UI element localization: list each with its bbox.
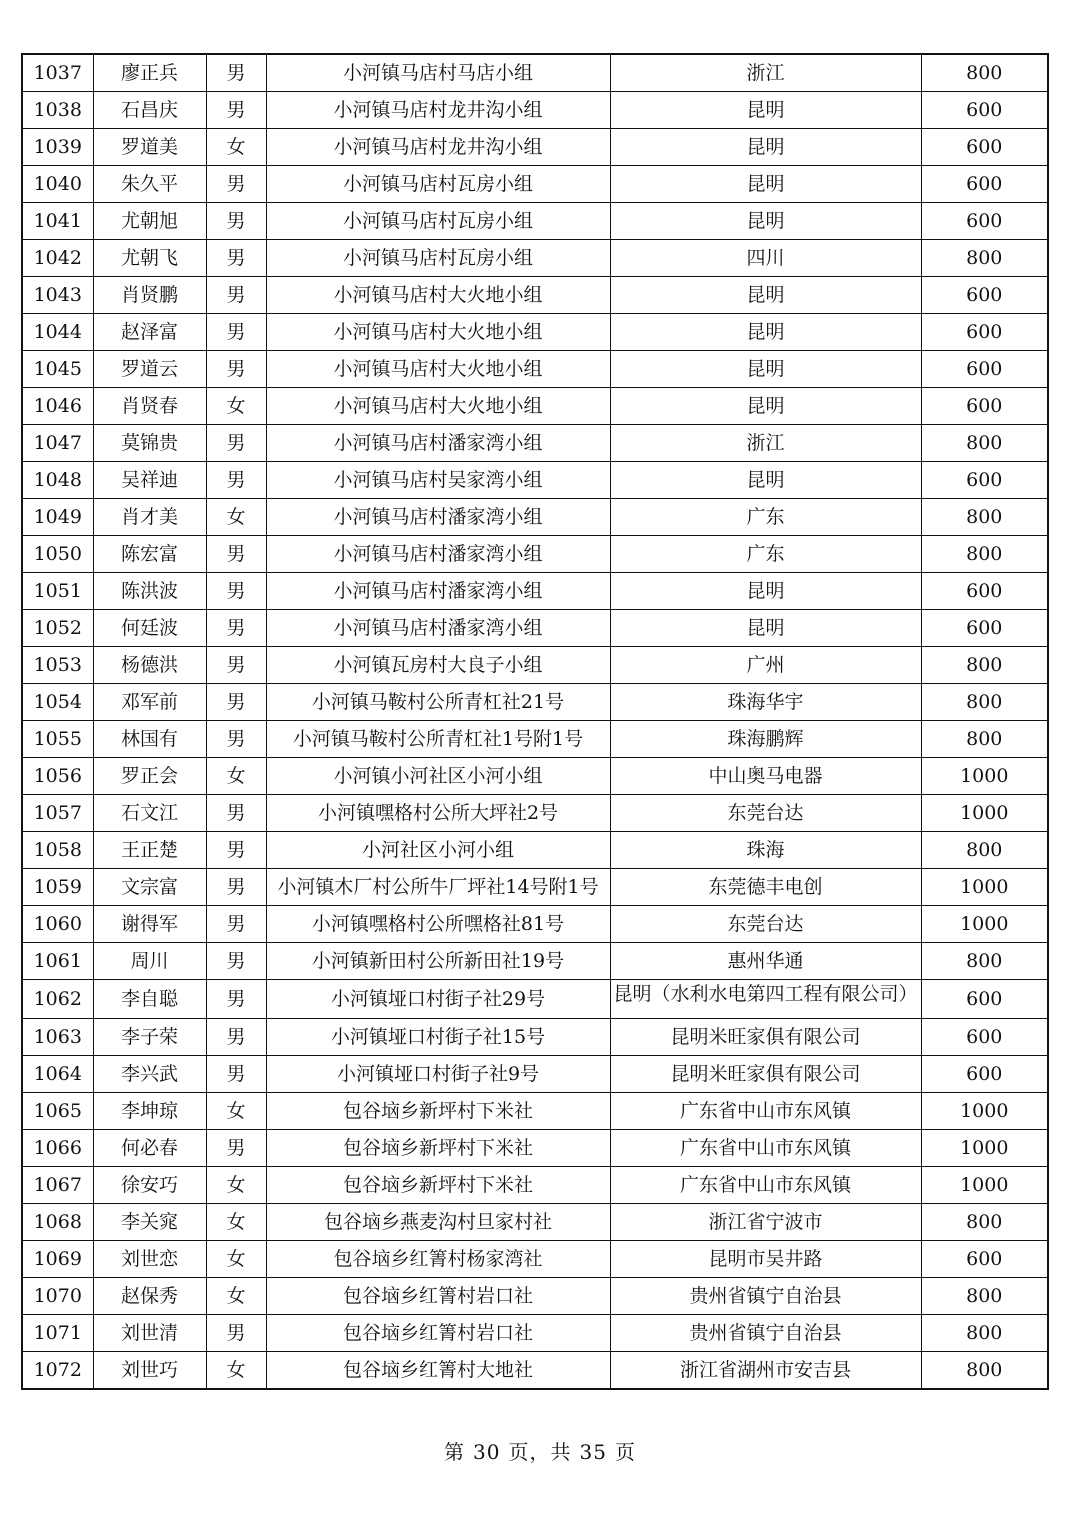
address-cell: 小河镇马店村瓦房小组 <box>266 240 610 277</box>
gender-cell: 男 <box>206 721 266 758</box>
name-cell: 尤朝飞 <box>93 240 206 277</box>
workplace-cell: 昆明 <box>610 351 921 388</box>
address-cell: 小河镇木厂村公所牛厂坪社14号附1号 <box>266 869 610 906</box>
table-row <box>22 166 1048 203</box>
gender-cell: 男 <box>206 869 266 906</box>
serial-number-cell: 1062 <box>22 980 93 1019</box>
amount-cell: 600 <box>921 314 1048 351</box>
address-cell: 包谷垴乡新坪村下米社 <box>266 1167 610 1204</box>
serial-number-cell: 1067 <box>22 1167 93 1204</box>
table-row <box>22 869 1048 906</box>
serial-number-cell: 1064 <box>22 1056 93 1093</box>
gender-cell: 女 <box>206 1241 266 1278</box>
address-cell: 小河镇垭口村街子社29号 <box>266 980 610 1019</box>
name-cell: 尤朝旭 <box>93 203 206 240</box>
serial-number-cell: 1057 <box>22 795 93 832</box>
workplace-cell: 四川 <box>610 240 921 277</box>
gender-cell: 男 <box>206 203 266 240</box>
address-cell: 包谷垴乡新坪村下米社 <box>266 1093 610 1130</box>
gender-cell: 男 <box>206 573 266 610</box>
table-row <box>22 943 1048 980</box>
address-cell: 小河镇马店村大火地小组 <box>266 351 610 388</box>
amount-cell: 800 <box>921 721 1048 758</box>
name-cell: 邓军前 <box>93 684 206 721</box>
gender-cell: 男 <box>206 92 266 129</box>
serial-number-cell: 1049 <box>22 499 93 536</box>
address-cell: 小河镇嘿格村公所大坪社2号 <box>266 795 610 832</box>
table-row <box>22 721 1048 758</box>
table-row <box>22 1167 1048 1204</box>
workplace-cell: 昆明 <box>610 166 921 203</box>
gender-cell: 男 <box>206 54 266 92</box>
workplace-cell: 贵州省镇宁自治县 <box>610 1315 921 1352</box>
workplace-cell: 广东省中山市东风镇 <box>610 1093 921 1130</box>
workplace-cell: 珠海 <box>610 832 921 869</box>
amount-cell: 1000 <box>921 906 1048 943</box>
workplace-cell: 昆明 <box>610 573 921 610</box>
table-row <box>22 647 1048 684</box>
gender-cell: 男 <box>206 240 266 277</box>
amount-cell: 800 <box>921 647 1048 684</box>
gender-cell: 男 <box>206 832 266 869</box>
serial-number-cell: 1056 <box>22 758 93 795</box>
roster-table <box>21 53 1049 1390</box>
name-cell: 刘世巧 <box>93 1352 206 1390</box>
address-cell: 小河镇嘿格村公所嘿格社81号 <box>266 906 610 943</box>
table-row <box>22 906 1048 943</box>
workplace-cell: 东莞台达 <box>610 906 921 943</box>
name-cell: 赵保秀 <box>93 1278 206 1315</box>
gender-cell: 男 <box>206 1056 266 1093</box>
gender-cell: 男 <box>206 462 266 499</box>
name-cell: 罗道云 <box>93 351 206 388</box>
address-cell: 小河镇马店村大火地小组 <box>266 314 610 351</box>
workplace-cell: 昆明米旺家俱有限公司 <box>610 1019 921 1056</box>
gender-cell: 男 <box>206 1130 266 1167</box>
amount-cell: 800 <box>921 499 1048 536</box>
table-row <box>22 54 1048 92</box>
serial-number-cell: 1055 <box>22 721 93 758</box>
address-cell: 包谷垴乡燕麦沟村旦家村社 <box>266 1204 610 1241</box>
table-row <box>22 1130 1048 1167</box>
amount-cell: 600 <box>921 388 1048 425</box>
gender-cell: 女 <box>206 1093 266 1130</box>
page-footer <box>0 1436 1080 1465</box>
table-row <box>22 203 1048 240</box>
gender-cell: 女 <box>206 1167 266 1204</box>
table-row <box>22 832 1048 869</box>
workplace-cell: 珠海华宇 <box>610 684 921 721</box>
serial-number-cell: 1037 <box>22 54 93 92</box>
workplace-cell: 惠州华通 <box>610 943 921 980</box>
address-cell: 小河镇垭口村街子社15号 <box>266 1019 610 1056</box>
serial-number-cell: 1061 <box>22 943 93 980</box>
serial-number-cell: 1052 <box>22 610 93 647</box>
gender-cell: 女 <box>206 499 266 536</box>
amount-cell: 800 <box>921 1278 1048 1315</box>
table-row <box>22 1278 1048 1315</box>
amount-cell: 600 <box>921 980 1048 1019</box>
name-cell: 罗道美 <box>93 129 206 166</box>
address-cell: 小河镇马鞍村公所青杠社1号附1号 <box>266 721 610 758</box>
address-cell: 小河镇马店村潘家湾小组 <box>266 499 610 536</box>
name-cell: 李坤琼 <box>93 1093 206 1130</box>
workplace-cell: 广东省中山市东风镇 <box>610 1167 921 1204</box>
address-cell: 小河镇小河社区小河小组 <box>266 758 610 795</box>
amount-cell: 1000 <box>921 869 1048 906</box>
name-cell: 肖才美 <box>93 499 206 536</box>
amount-cell: 800 <box>921 1352 1048 1390</box>
name-cell: 王正楚 <box>93 832 206 869</box>
workplace-cell: 昆明 <box>610 277 921 314</box>
gender-cell: 男 <box>206 980 266 1019</box>
address-cell: 小河镇马店村瓦房小组 <box>266 203 610 240</box>
serial-number-cell: 1063 <box>22 1019 93 1056</box>
address-cell: 包谷垴乡红箐村岩口社 <box>266 1315 610 1352</box>
gender-cell: 男 <box>206 610 266 647</box>
serial-number-cell: 1059 <box>22 869 93 906</box>
gender-cell: 男 <box>206 536 266 573</box>
table-row <box>22 499 1048 536</box>
workplace-cell: 广州 <box>610 647 921 684</box>
name-cell: 李兴武 <box>93 1056 206 1093</box>
table-row <box>22 425 1048 462</box>
address-cell: 小河镇马店村潘家湾小组 <box>266 610 610 647</box>
amount-cell: 1000 <box>921 1093 1048 1130</box>
address-cell: 小河镇马店村瓦房小组 <box>266 166 610 203</box>
amount-cell: 1000 <box>921 1167 1048 1204</box>
footer-middle: 页，共 <box>508 1440 572 1464</box>
table-row <box>22 1056 1048 1093</box>
amount-cell: 800 <box>921 240 1048 277</box>
footer-prefix: 第 <box>444 1440 466 1464</box>
name-cell: 刘世清 <box>93 1315 206 1352</box>
address-cell: 小河社区小河小组 <box>266 832 610 869</box>
gender-cell: 男 <box>206 1315 266 1352</box>
address-cell: 小河镇新田村公所新田社19号 <box>266 943 610 980</box>
serial-number-cell: 1045 <box>22 351 93 388</box>
serial-number-cell: 1038 <box>22 92 93 129</box>
amount-cell: 600 <box>921 351 1048 388</box>
address-cell: 小河镇垭口村街子社9号 <box>266 1056 610 1093</box>
roster-table-body <box>22 54 1048 1389</box>
serial-number-cell: 1046 <box>22 388 93 425</box>
table-row <box>22 1352 1048 1390</box>
amount-cell: 600 <box>921 1056 1048 1093</box>
serial-number-cell: 1039 <box>22 129 93 166</box>
serial-number-cell: 1065 <box>22 1093 93 1130</box>
name-cell: 肖贤春 <box>93 388 206 425</box>
name-cell: 徐安巧 <box>93 1167 206 1204</box>
table-row <box>22 388 1048 425</box>
workplace-cell: 昆明 <box>610 129 921 166</box>
serial-number-cell: 1058 <box>22 832 93 869</box>
gender-cell: 男 <box>206 425 266 462</box>
serial-number-cell: 1069 <box>22 1241 93 1278</box>
table-row <box>22 314 1048 351</box>
serial-number-cell: 1068 <box>22 1204 93 1241</box>
amount-cell: 800 <box>921 1204 1048 1241</box>
serial-number-cell: 1047 <box>22 425 93 462</box>
name-cell: 肖贤鹏 <box>93 277 206 314</box>
gender-cell: 男 <box>206 943 266 980</box>
address-cell: 小河镇马店村龙井沟小组 <box>266 129 610 166</box>
amount-cell: 800 <box>921 684 1048 721</box>
name-cell: 何必春 <box>93 1130 206 1167</box>
amount-cell: 1000 <box>921 795 1048 832</box>
workplace-cell: 昆明 <box>610 203 921 240</box>
name-cell: 廖正兵 <box>93 54 206 92</box>
roster-sheet <box>21 53 1047 1390</box>
amount-cell: 800 <box>921 943 1048 980</box>
serial-number-cell: 1043 <box>22 277 93 314</box>
amount-cell: 800 <box>921 536 1048 573</box>
amount-cell: 600 <box>921 203 1048 240</box>
amount-cell: 600 <box>921 573 1048 610</box>
address-cell: 小河镇马店村龙井沟小组 <box>266 92 610 129</box>
amount-cell: 1000 <box>921 758 1048 795</box>
workplace-cell: 昆明 <box>610 462 921 499</box>
table-row <box>22 92 1048 129</box>
gender-cell: 男 <box>206 314 266 351</box>
workplace-cell: 浙江省湖州市安吉县 <box>610 1352 921 1390</box>
amount-cell: 600 <box>921 1019 1048 1056</box>
name-cell: 朱久平 <box>93 166 206 203</box>
serial-number-cell: 1041 <box>22 203 93 240</box>
amount-cell: 600 <box>921 129 1048 166</box>
name-cell: 吴祥迪 <box>93 462 206 499</box>
amount-cell: 800 <box>921 54 1048 92</box>
workplace-cell: 昆明米旺家俱有限公司 <box>610 1056 921 1093</box>
gender-cell: 男 <box>206 277 266 314</box>
name-cell: 李关窕 <box>93 1204 206 1241</box>
table-row <box>22 351 1048 388</box>
table-row <box>22 1093 1048 1130</box>
address-cell: 包谷垴乡新坪村下米社 <box>266 1130 610 1167</box>
serial-number-cell: 1050 <box>22 536 93 573</box>
table-row <box>22 536 1048 573</box>
amount-cell: 800 <box>921 1315 1048 1352</box>
table-row <box>22 980 1048 1019</box>
gender-cell: 女 <box>206 129 266 166</box>
table-row <box>22 758 1048 795</box>
address-cell: 小河镇马店村吴家湾小组 <box>266 462 610 499</box>
table-row <box>22 610 1048 647</box>
serial-number-cell: 1051 <box>22 573 93 610</box>
amount-cell: 600 <box>921 610 1048 647</box>
workplace-cell: 广东 <box>610 536 921 573</box>
address-cell: 小河镇马店村潘家湾小组 <box>266 573 610 610</box>
gender-cell: 男 <box>206 795 266 832</box>
workplace-cell: 昆明（水利水电第四工程有限公司） <box>610 980 921 1019</box>
serial-number-cell: 1060 <box>22 906 93 943</box>
gender-cell: 男 <box>206 684 266 721</box>
amount-cell: 600 <box>921 462 1048 499</box>
table-row <box>22 795 1048 832</box>
name-cell: 林国有 <box>93 721 206 758</box>
serial-number-cell: 1040 <box>22 166 93 203</box>
workplace-cell: 昆明市吴井路 <box>610 1241 921 1278</box>
name-cell: 莫锦贵 <box>93 425 206 462</box>
workplace-cell: 浙江 <box>610 425 921 462</box>
gender-cell: 男 <box>206 351 266 388</box>
name-cell: 谢得军 <box>93 906 206 943</box>
name-cell: 石昌庆 <box>93 92 206 129</box>
table-row <box>22 573 1048 610</box>
amount-cell: 600 <box>921 277 1048 314</box>
amount-cell: 800 <box>921 425 1048 462</box>
workplace-cell: 东莞台达 <box>610 795 921 832</box>
name-cell: 杨德洪 <box>93 647 206 684</box>
address-cell: 小河镇马店村潘家湾小组 <box>266 536 610 573</box>
workplace-cell: 东莞德丰电创 <box>610 869 921 906</box>
workplace-cell: 昆明 <box>610 92 921 129</box>
gender-cell: 女 <box>206 1352 266 1390</box>
serial-number-cell: 1072 <box>22 1352 93 1390</box>
name-cell: 赵泽富 <box>93 314 206 351</box>
name-cell: 周川 <box>93 943 206 980</box>
serial-number-cell: 1044 <box>22 314 93 351</box>
name-cell: 李子荣 <box>93 1019 206 1056</box>
table-row <box>22 1204 1048 1241</box>
gender-cell: 女 <box>206 1204 266 1241</box>
table-row <box>22 277 1048 314</box>
address-cell: 小河镇马店村潘家湾小组 <box>266 425 610 462</box>
workplace-cell: 广东 <box>610 499 921 536</box>
gender-cell: 女 <box>206 758 266 795</box>
workplace-cell: 昆明 <box>610 388 921 425</box>
address-cell: 包谷垴乡红箐村岩口社 <box>266 1278 610 1315</box>
table-row <box>22 1315 1048 1352</box>
amount-cell: 1000 <box>921 1130 1048 1167</box>
address-cell: 小河镇瓦房村大良子小组 <box>266 647 610 684</box>
name-cell: 陈宏富 <box>93 536 206 573</box>
workplace-cell: 昆明 <box>610 314 921 351</box>
amount-cell: 600 <box>921 166 1048 203</box>
gender-cell: 男 <box>206 647 266 684</box>
amount-cell: 800 <box>921 832 1048 869</box>
current-page-number: 30 <box>473 1440 501 1464</box>
workplace-cell: 中山奥马电器 <box>610 758 921 795</box>
address-cell: 小河镇马店村大火地小组 <box>266 277 610 314</box>
amount-cell: 600 <box>921 1241 1048 1278</box>
address-cell: 小河镇马鞍村公所青杠社21号 <box>266 684 610 721</box>
name-cell: 何廷波 <box>93 610 206 647</box>
table-row <box>22 684 1048 721</box>
serial-number-cell: 1042 <box>22 240 93 277</box>
workplace-cell: 浙江省宁波市 <box>610 1204 921 1241</box>
name-cell: 刘世恋 <box>93 1241 206 1278</box>
table-row <box>22 129 1048 166</box>
address-cell: 小河镇马店村马店小组 <box>266 54 610 92</box>
gender-cell: 男 <box>206 166 266 203</box>
address-cell: 小河镇马店村大火地小组 <box>266 388 610 425</box>
gender-cell: 女 <box>206 1278 266 1315</box>
serial-number-cell: 1070 <box>22 1278 93 1315</box>
workplace-cell: 浙江 <box>610 54 921 92</box>
table-row <box>22 1019 1048 1056</box>
serial-number-cell: 1053 <box>22 647 93 684</box>
name-cell: 石文江 <box>93 795 206 832</box>
table-row <box>22 1241 1048 1278</box>
workplace-cell: 广东省中山市东风镇 <box>610 1130 921 1167</box>
serial-number-cell: 1054 <box>22 684 93 721</box>
workplace-cell: 珠海鹏辉 <box>610 721 921 758</box>
gender-cell: 女 <box>206 388 266 425</box>
amount-cell: 600 <box>921 92 1048 129</box>
table-row <box>22 462 1048 499</box>
name-cell: 文宗富 <box>93 869 206 906</box>
workplace-cell: 贵州省镇宁自治县 <box>610 1278 921 1315</box>
workplace-cell: 昆明 <box>610 610 921 647</box>
gender-cell: 男 <box>206 906 266 943</box>
address-cell: 包谷垴乡红箐村杨家湾社 <box>266 1241 610 1278</box>
name-cell: 李自聪 <box>93 980 206 1019</box>
gender-cell: 男 <box>206 1019 266 1056</box>
table-row <box>22 240 1048 277</box>
footer-suffix: 页 <box>614 1440 636 1464</box>
address-cell: 包谷垴乡红箐村大地社 <box>266 1352 610 1390</box>
name-cell: 罗正会 <box>93 758 206 795</box>
total-page-count: 35 <box>579 1440 607 1464</box>
serial-number-cell: 1066 <box>22 1130 93 1167</box>
serial-number-cell: 1071 <box>22 1315 93 1352</box>
name-cell: 陈洪波 <box>93 573 206 610</box>
serial-number-cell: 1048 <box>22 462 93 499</box>
